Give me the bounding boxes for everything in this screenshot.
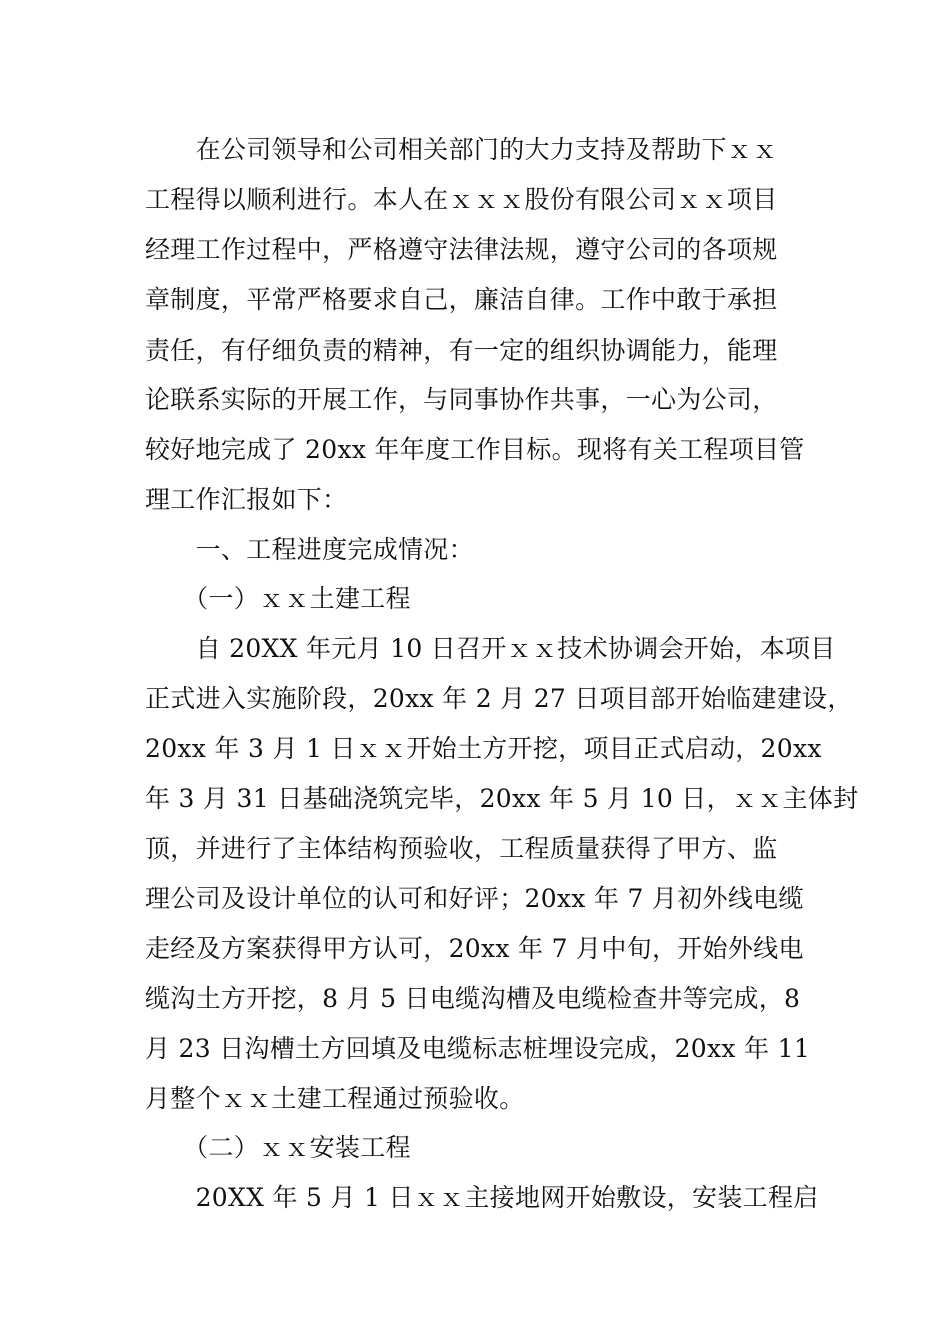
text-line: 工程得以顺利进行。本人在ｘｘｘ股份有限公司ｘｘ项目 [145, 185, 778, 214]
text-line: 20xx 年 3 月 1 日ｘｘ开始土方开挖，项目正式启动，20xx [145, 734, 822, 763]
text-line: 责任，有仔细负责的精神，有一定的组织协调能力，能理 [145, 336, 778, 365]
text-line: 自 20XX 年元月 10 日召开ｘｘ技术协调会开始，本项目 [145, 634, 836, 663]
text-line: 月 23 日沟槽土方回填及电缆标志桩埋设完成，20xx 年 11 [145, 1034, 811, 1063]
text-line: 章制度，平常严格要求自己，廉洁自律。工作中敢于承担 [145, 285, 778, 314]
text-line: 在公司领导和公司相关部门的大力支持及帮助下ｘｘ [145, 135, 778, 164]
text-line: 走经及方案获得甲方认可，20xx 年 7 月中旬，开始外线电 [145, 934, 804, 963]
text-line: 缆沟土方开挖，8 月 5 日电缆沟槽及电缆检查井等完成，8 [145, 984, 801, 1013]
subsection-heading: （二）ｘｘ安装工程 [145, 1133, 411, 1162]
text-line: 年 3 月 31 日基础浇筑完毕，20xx 年 5 月 10 日，ｘｘ主体封 [145, 784, 859, 813]
section-heading: 一、工程进度完成情况： [145, 535, 474, 564]
subsection-heading: （一）ｘｘ土建工程 [145, 584, 411, 613]
text-line: 20XX 年 5 月 1 日ｘｘ主接地网开始敷设，安装工程启 [145, 1183, 819, 1212]
text-line: 正式进入实施阶段，20xx 年 2 月 27 日项目部开始临建建设， [145, 684, 853, 713]
text-line: 月整个ｘｘ土建工程通过预验收。 [145, 1084, 525, 1113]
text-line: 论联系实际的开展工作，与同事协作共事，一心为公司， [145, 385, 778, 414]
text-line: 理公司及设计单位的认可和好评；20xx 年 7 月初外线电缆 [145, 884, 804, 913]
text-line: 经理工作过程中，严格遵守法律法规，遵守公司的各项规 [145, 235, 778, 264]
text-line: 较好地完成了 20xx 年年度工作目标。现将有关工程项目管 [145, 435, 805, 464]
text-line: 理工作汇报如下： [145, 485, 348, 514]
text-line: 顶，并进行了主体结构预验收，工程质量获得了甲方、监 [145, 834, 778, 863]
